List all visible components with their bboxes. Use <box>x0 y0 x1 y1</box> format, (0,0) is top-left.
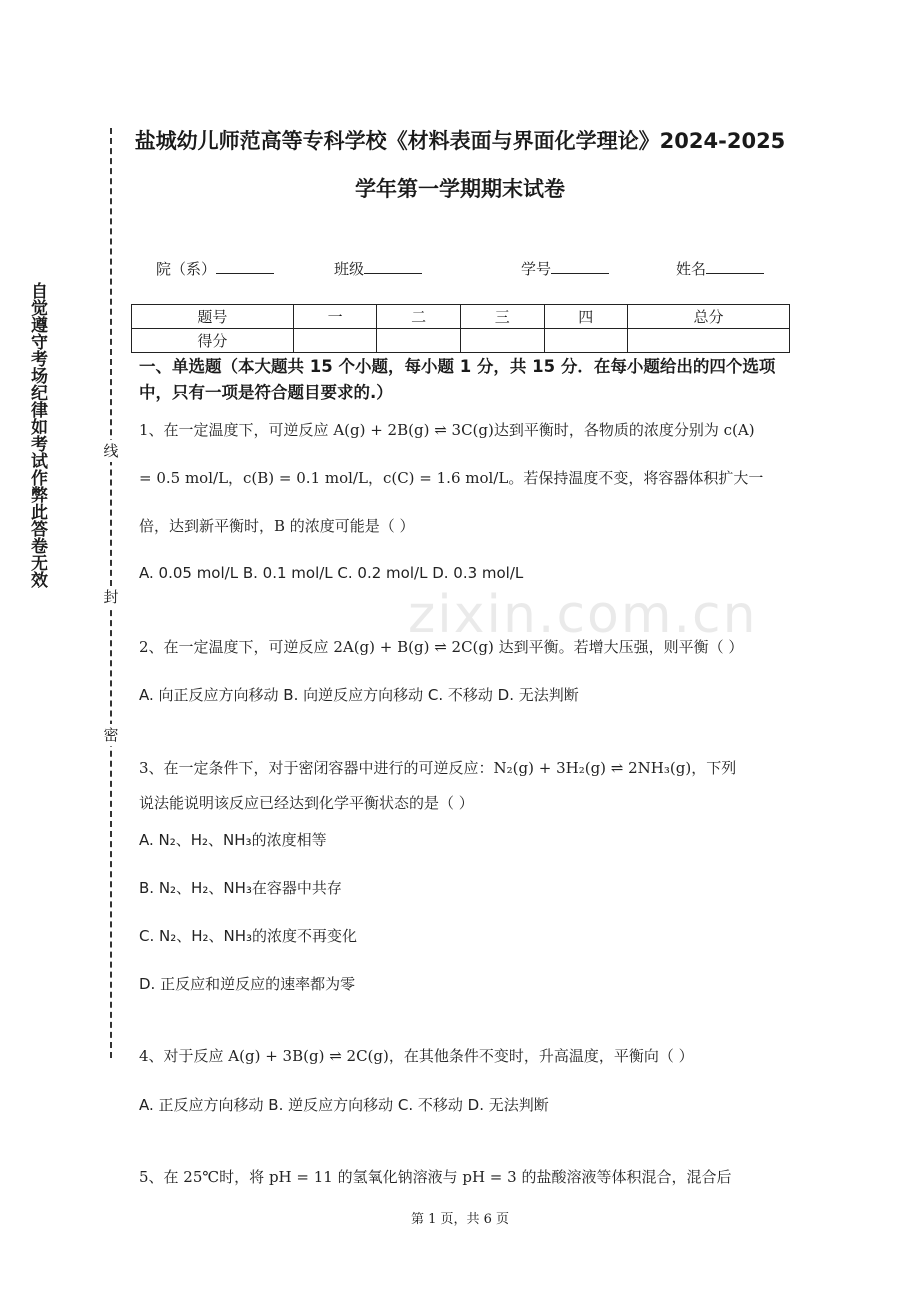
score-row-label: 得分 <box>132 329 294 353</box>
score-input-cell[interactable] <box>460 329 544 353</box>
exam-rules-note: 自觉遵守考场纪律如考试作弊此答卷无效 <box>27 282 47 588</box>
name-blank[interactable] <box>706 259 764 274</box>
dept-field <box>156 258 274 279</box>
class-field <box>334 258 422 279</box>
student-id-label: 学号 <box>521 260 552 278</box>
score-input-cell[interactable] <box>377 329 461 353</box>
dept-blank[interactable] <box>216 259 274 274</box>
score-table-score-row <box>132 329 790 353</box>
q1-line1: 1、在一定温度下，可逆反应 A(g) + 2B(g) ⇌ 3C(g)达到平衡时，各物质的浓度分别为 c(A) <box>139 421 755 439</box>
q3-option-c: C. N₂、H₂、NH₃的浓度不再变化 <box>139 927 358 945</box>
q1-options: A. 0.05 mol/L B. 0.1 mol/L C. 0.2 mol/L D. 0.3 mol/L <box>139 564 524 582</box>
watermark: zixin.com.cn <box>408 585 758 645</box>
q1-line2: = 0.5 mol/L，c(B) = 0.1 mol/L，c(C) = 1.6 mol/L。若保持温度不变，将容器体积扩大一 <box>139 469 764 487</box>
score-input-cell[interactable] <box>544 329 628 353</box>
q3-option-a: A. N₂、H₂、NH₃的浓度相等 <box>139 831 327 849</box>
q4-stem: 4、对于反应 A(g) + 3B(g) ⇌ 2C(g)，在其他条件不变时，升高温度，平衡向（ ） <box>139 1047 694 1065</box>
dept-label: 院（系） <box>156 260 217 278</box>
score-table-cell: 二 <box>377 305 461 329</box>
class-blank[interactable] <box>364 259 422 274</box>
page-footer: 第 1 页，共 6 页 <box>410 1212 510 1227</box>
score-table-cell: 三 <box>460 305 544 329</box>
score-input-cell[interactable] <box>293 329 377 353</box>
student-id-blank[interactable] <box>551 259 609 274</box>
score-table-cell: 总分 <box>628 305 790 329</box>
q3-option-b: B. N₂、H₂、NH₃在容器中共存 <box>139 879 342 897</box>
class-label: 班级 <box>334 260 365 278</box>
section-heading-single-choice: 一、单选题（本大题共 15 个小题，每小题 1 分，共 15 分．在每小题给出的四个选项中，只有一项是符合题目要求的.） <box>139 357 776 402</box>
score-table <box>131 304 790 353</box>
q3-line1: 3、在一定条件下，对于密闭容器中进行的可逆反应：N₂(g) + 3H₂(g) ⇌ 2NH₃(g)，下列 <box>139 759 737 777</box>
q5-stem: 5、在 25℃时，将 pH = 11 的氢氧化钠溶液与 pH = 3 的盐酸溶液等体积混合，混合后 <box>139 1168 732 1186</box>
q2-options: A. 向正反应方向移动 B. 向逆反应方向移动 C. 不移动 D. 无法判断 <box>139 686 579 704</box>
score-input-cell[interactable] <box>628 329 790 353</box>
student-id-field <box>521 258 609 279</box>
q2-stem: 2、在一定温度下，可逆反应 2A(g) + B(g) ⇌ 2C(g) 达到平衡。若增大压强，则平衡（ ） <box>139 638 744 656</box>
name-label: 姓名 <box>676 260 707 278</box>
q1-line3: 倍，达到新平衡时，B 的浓度可能是（ ） <box>139 517 415 535</box>
exam-title-line1: 盐城幼儿师范高等专科学校《材料表面与界面化学理论》2024-2025 <box>134 129 786 153</box>
score-table-cell: 一 <box>293 305 377 329</box>
binding-char-seal: 封 <box>101 586 121 608</box>
q3-line2: 说法能说明该反应已经达到化学平衡状态的是（ ） <box>139 794 474 812</box>
binding-char-secret: 密 <box>101 724 121 746</box>
score-table-cell: 题号 <box>132 305 294 329</box>
binding-char-line: 线 <box>101 440 121 462</box>
exam-title-line2: 学年第一学期期末试卷 <box>355 177 565 201</box>
name-field <box>676 258 764 279</box>
q4-options: A. 正反应方向移动 B. 逆反应方向移动 C. 不移动 D. 无法判断 <box>139 1096 549 1114</box>
q3-option-d: D. 正反应和逆反应的速率都为零 <box>139 975 356 993</box>
score-table-header-row <box>132 305 790 329</box>
score-table-cell: 四 <box>544 305 628 329</box>
